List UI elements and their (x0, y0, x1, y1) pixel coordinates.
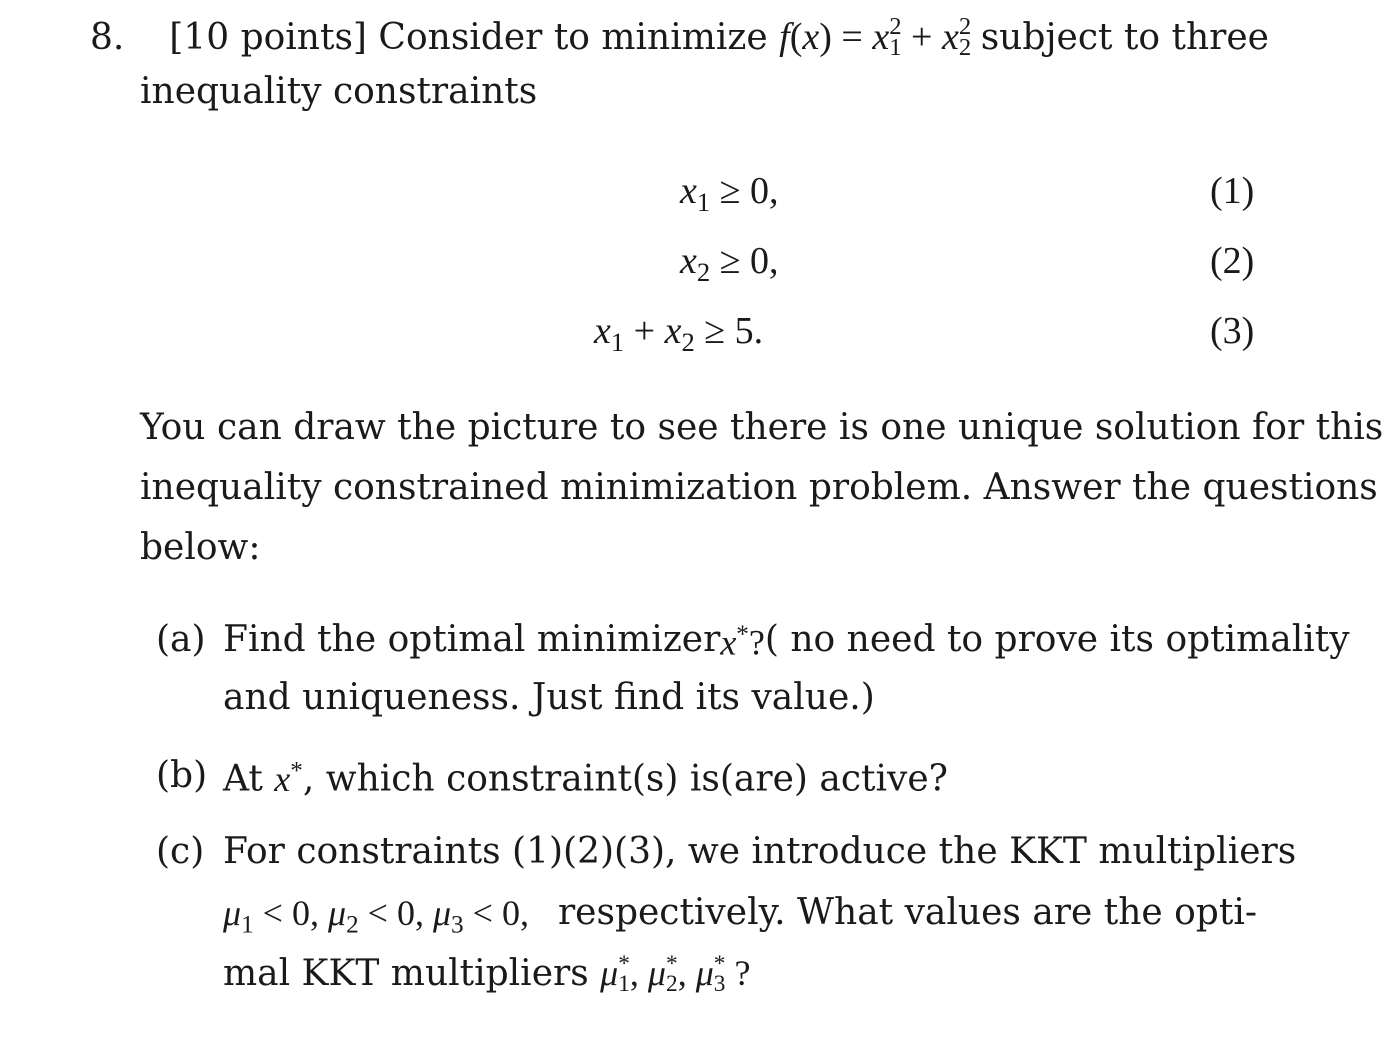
objective-function: f(x) = x 2 1 + x 2 2 (779, 13, 972, 61)
part-b-line (223, 758, 948, 798)
part-b-math: x* (274, 757, 303, 799)
part-a-text-pre: Find the optimal minimizer (223, 619, 721, 660)
constraint-3-label: (3) (1210, 310, 1255, 352)
problem-intro-text: Consider to minimize (378, 16, 768, 58)
part-a-label: (a) (156, 619, 206, 660)
part-b-text-post: , which constraint(s) is(are) active? (302, 758, 948, 800)
problem-header-line1 (90, 13, 1269, 61)
part-c-optimal-math: μ * 1 , μ * 2 , μ * 3 ? (600, 951, 751, 997)
paragraph-line3: below: (140, 527, 261, 568)
constraint-1: $x_1 \ge 0$, (680, 170, 779, 217)
problem-number: 8. (90, 16, 125, 58)
paragraph-line2: inequality constrained minimization problem. Answer the questions (140, 467, 1378, 508)
part-c-line3 (223, 951, 751, 997)
part-a-line1 (223, 619, 1350, 663)
part-a-text-post: ( no need to prove its optimality (764, 619, 1350, 660)
part-c-line3-text: mal KKT multipliers (223, 953, 589, 995)
part-b-label: (b) (156, 755, 208, 796)
problem-intro-line2: inequality constraints (140, 71, 538, 112)
part-b-text-pre: At (223, 758, 263, 800)
constraint-2-label: (2) (1210, 240, 1255, 282)
problem-header-line2 (140, 71, 538, 112)
part-c-line1: For constraints (1)(2)(3), we introduce the KKT multipliers (223, 831, 1297, 872)
problem-points: [10 points] (169, 16, 367, 58)
constraint-3: $x_1 + x_2 \ge 5$. (594, 310, 764, 357)
constraint-2: $x_2 \ge 0$, (680, 240, 779, 287)
paragraph-line1: You can draw the picture to see there is one unique solution for this (140, 407, 1384, 448)
part-c-line2-text: respectively. What values are the opti- (557, 892, 1257, 933)
constraint-1-label: (1) (1210, 170, 1255, 212)
part-c-label: (c) (156, 831, 205, 872)
part-c-multipliers-math: $\mu_1 < 0$, $\mu_2 < 0$, $\mu_3 < 0$, (223, 893, 529, 939)
part-c-line2 (223, 892, 1257, 939)
problem-intro-tail: subject to three (980, 16, 1269, 58)
part-a-math: x*? (720, 621, 765, 663)
part-a-line2: and uniqueness. Just find its value.) (223, 677, 875, 718)
